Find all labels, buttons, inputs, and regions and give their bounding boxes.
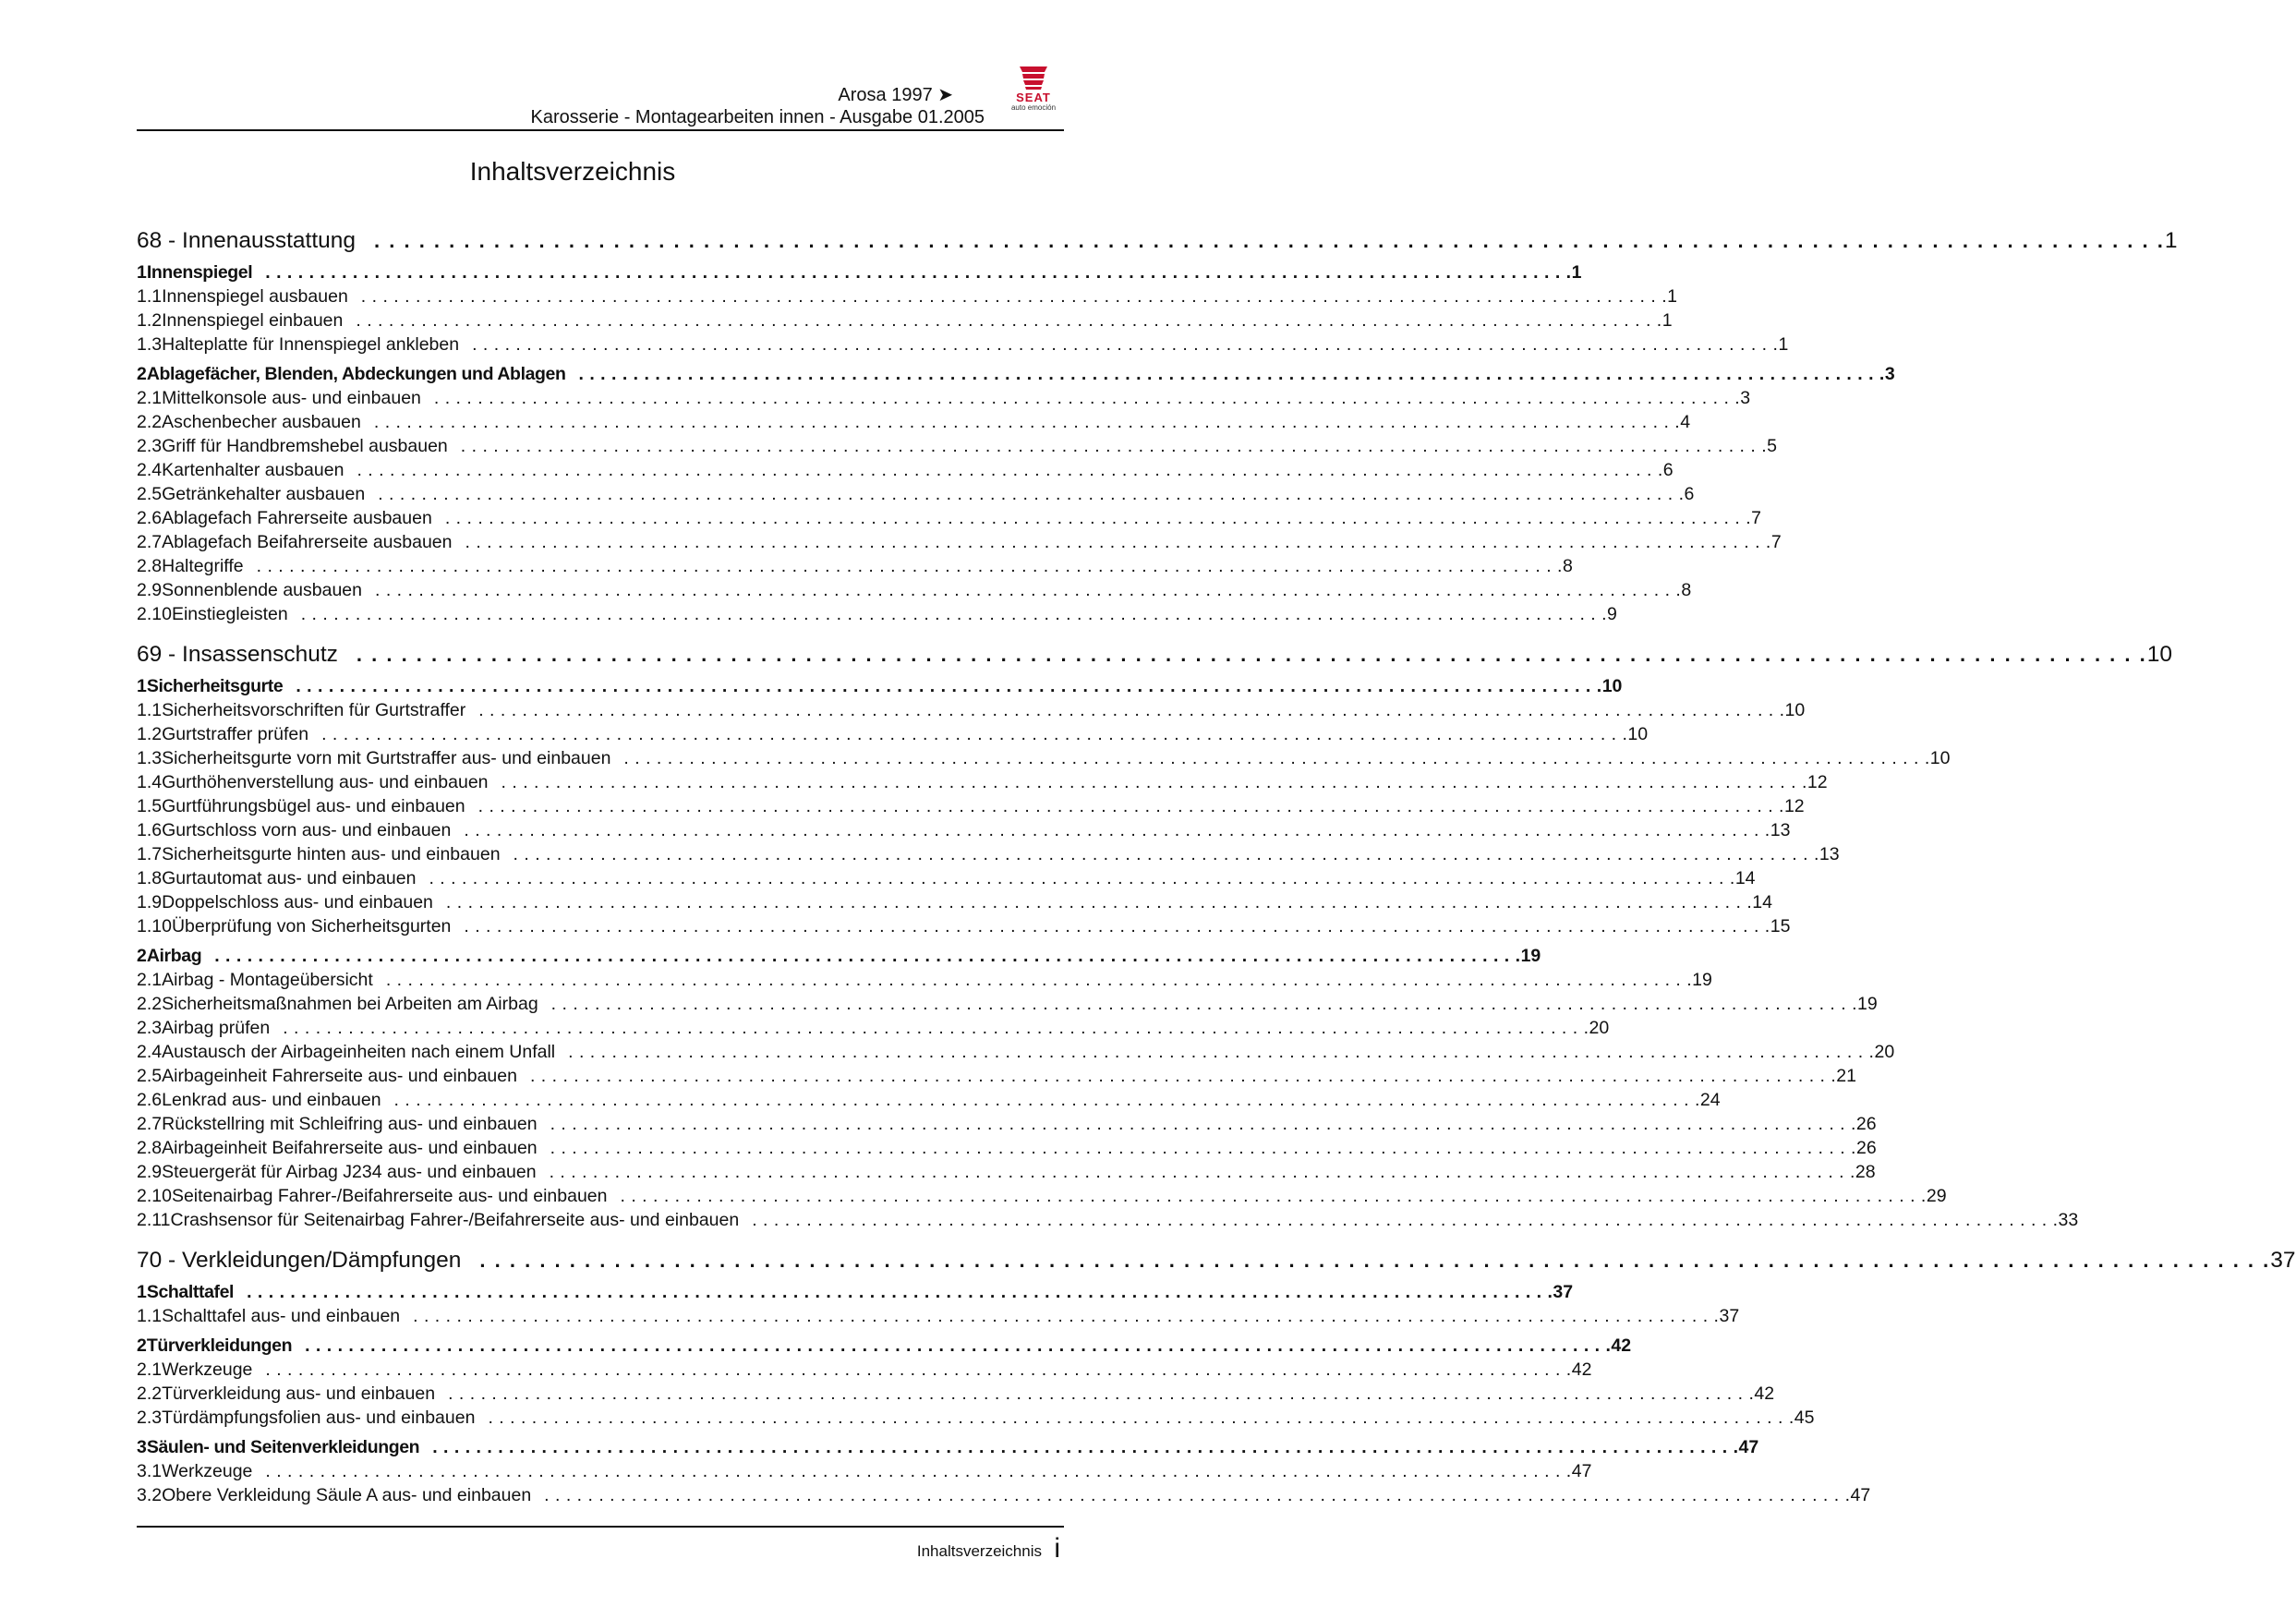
toc-chapter[interactable] xyxy=(137,635,2173,674)
entry-page: 10 xyxy=(1784,700,1806,720)
entry-number: 1.6 xyxy=(137,820,163,840)
section-number: 2 xyxy=(137,1335,147,1356)
toc-entry[interactable] xyxy=(137,386,1751,410)
toc-entry[interactable] xyxy=(137,410,1691,434)
entry-page: 42 xyxy=(1571,1359,1592,1380)
entry-number: 1.7 xyxy=(137,844,163,864)
dot-leader: . . . . . . . . . . . . . . . . . . . . . . . . . . . . . . . . . . . . . . . . . . . . . . . . . . . . . . . . . . . . . . . . . . . . . . . . . . . . . . . . . . . . . . . . . . . . . . . . . . . . . . . . . . . . . . . . . . . . . . . . xyxy=(296,676,1602,696)
entry-label: Mittelkonsole aus- und einbauen xyxy=(162,388,421,408)
section-label: Sicherheitsgurte xyxy=(146,676,284,696)
section-label: Innenspiegel xyxy=(146,262,253,283)
entry-number: 2.1 xyxy=(137,970,163,990)
entry-number: 1.8 xyxy=(137,868,163,888)
entry-number: 2.6 xyxy=(137,1090,163,1110)
entry-label: Gurtautomat aus- und einbauen xyxy=(162,868,417,888)
toc-entry[interactable] xyxy=(137,1112,1877,1136)
dot-leader: . . . . . . . . . . . . . . . . . . . . . . . . . . . . . . . . . . . . . . . . . . . . . . . . . . . . . . . . . . . . . . . . . . . . . . . . . . . . . . . . . . . . . . . . . . . . . . . . . . . . . . . . . . . . . . . . . . . . . . . . xyxy=(356,460,1663,480)
toc-entry[interactable] xyxy=(137,1184,1947,1208)
entry-page: 4 xyxy=(1680,412,1691,432)
section-number: 1 xyxy=(137,262,147,283)
dot-leader: . . . . . . . . . . . . . . . . . . . . . . . . . . . . . . . . . . . . . . . . . . . . . . . . . . . . . . . . . . . . . . . . . . . . . . . . . . . . . . . . . . . . . . . . . . . . . . . . . . . . . . . . . . . . . . . . . . . . . . . . xyxy=(478,700,1785,720)
dot-leader: . . . . . . . . . . . . . . . . . . . . . . . . . . . . . . . . . . . . . . . . . . . . . . . . . . . . . . . . . . . . . . . . . . . . . . . . . . . . . . . . . . . . . . . . . . . . . . . . . . . . . . . . . . . . . . . . . . . . . . . . xyxy=(550,994,1858,1014)
toc-entry[interactable] xyxy=(137,1382,1775,1406)
entry-page: 8 xyxy=(1562,556,1573,576)
entry-label: Innenspiegel ausbauen xyxy=(162,286,348,307)
entry-page: 7 xyxy=(1770,532,1782,552)
entry-page: 1 xyxy=(1662,310,1673,331)
entry-page: 15 xyxy=(1770,916,1791,936)
entry-number: 2.2 xyxy=(137,994,163,1014)
seat-logo-icon xyxy=(1016,65,1051,91)
entry-label: Gurtschloss vorn aus- und einbauen xyxy=(162,820,452,840)
entry-label: Getränkehalter ausbauen xyxy=(162,484,366,504)
section-number: 1 xyxy=(137,676,147,696)
entry-label: Gurthöhenverstellung aus- und einbauen xyxy=(162,772,489,792)
toc-entry[interactable] xyxy=(137,506,1762,530)
toc-entry[interactable] xyxy=(137,818,1791,842)
entry-page: 12 xyxy=(1807,772,1828,792)
footer-rule xyxy=(137,1526,1064,1528)
dot-leader: . . . . . . . . . . . . . . . . . . . . . . . . . . . . . . . . . . . . . . . . . . . . . . . . . . . . . . . . . . . . . . . . . . . . . . . . . . . . . . . . . . . . . . . . . . . . . . . . . . . . . . . . . . . . . . . . . . . . . . . . xyxy=(460,436,1768,456)
dot-leader: . . . . . . . . . . . . . . . . . . . . . . . . . . . . . . . . . . . . . . . . . . . . . . . . . . . . . . . . . . . . . . . . . . . . . . . . . . . . . . . . . . . . . . . . . . . . . . . . . . . . . . . . . . . . . . . . . . . . . . . . xyxy=(214,946,1521,966)
dot-leader: . . . . . . . . . . . . . . . . . . . . . . . . . . . . . . . . . . . . . . . . . . . . . . . . . . . . . . . . . . . . . . . . . . . . . . . . . . . . . . . . . . . . . . . . . . . . . . . . . . . . . . . . . . . . . . . . . . . . . . . . xyxy=(549,1162,1855,1182)
toc-entry[interactable] xyxy=(137,1136,1877,1160)
entry-page: 42 xyxy=(1754,1383,1775,1404)
section-page: 1 xyxy=(1571,262,1582,283)
entry-label: Halteplatte für Innenspiegel ankleben xyxy=(162,334,460,355)
dot-leader: . . . . . . . . . . . . . . . . . . . . . . . . . . . . . . . . . . . . . . . . . . . . . . . . . . . . . . . . . . . . . . . . . . . . . . . . . . . . . . . . . . . . . . . . . . . . . . . . . . . . . . . . . . . . . . . . . . . . . . . . xyxy=(488,1408,1795,1428)
toc-entry[interactable] xyxy=(137,1208,2079,1232)
dot-leader: . . . . . . . . . . . . . . . . . . . . . . . . . . . . . . . . . . . . . . . . . . . . . . . . . . . . . . . . . . . . . . . . . . . . . . . . . . . . . . . . . . . . . . . . . . . . . . . . . . . . . . . . . . . . . . . . . . . . . . . . xyxy=(568,1042,1875,1062)
toc-entry[interactable] xyxy=(137,1358,1592,1382)
dot-leader: . . . . . . . . . . . . . . . . . . . . . . . . . . . . . . . . . . . . . . . . . . . . . . . . . . . . . . . . . . . . . . . . . . . . . . . . . . . . . . . . . . . . . . . . . . . . . . . . . . . . . . . . . . . . . . . . . . . . . . . . xyxy=(265,1461,1572,1481)
dot-leader: . . . . . . . . . . . . . . . . . . . . . . . . . . . . . . . . . . . . . . . . . . . . . . . . . . . . . . . . . . . . . . . . . . . . . . . . . . . . . . . . . . . . . . . . . . . . . . . . . . . . . . . . . . . . . . . . . . . . . . . . xyxy=(479,1249,2271,1272)
entry-number: 2.4 xyxy=(137,460,163,480)
dot-leader: . . . . . . . . . . . . . . . . . . . . . . . . . . . . . . . . . . . . . . . . . . . . . . . . . . . . . . . . . . . . . . . . . . . . . . . . . . . . . . . . . . . . . . . . . . . . . . . . . . . . . . . . . . . . . . . . . . . . . . . . xyxy=(433,388,1741,408)
entry-page: 1 xyxy=(1667,286,1677,307)
entry-number: 2.5 xyxy=(137,1066,163,1086)
dot-leader: . . . . . . . . . . . . . . . . . . . . . . . . . . . . . . . . . . . . . . . . . . . . . . . . . . . . . . . . . . . . . . . . . . . . . . . . . . . . . . . . . . . . . . . . . . . . . . . . . . . . . . . . . . . . . . . . . . . . . . . . xyxy=(247,1282,1553,1302)
section-label: Airbag xyxy=(146,946,202,966)
entry-page: 47 xyxy=(1571,1461,1592,1481)
toc-entry[interactable] xyxy=(137,842,1840,866)
entry-label: Steuergerät für Airbag J234 aus- und einbauen xyxy=(162,1162,537,1182)
brand-tagline: auto emoción xyxy=(1010,103,1057,112)
toc-entry[interactable] xyxy=(137,1459,1592,1483)
entry-number: 1.9 xyxy=(137,892,163,912)
entry-page: 9 xyxy=(1607,604,1617,624)
entry-number: 2.3 xyxy=(137,1018,163,1038)
header-model: Arosa 1997 ➤ xyxy=(838,85,953,105)
toc-entry[interactable] xyxy=(137,722,1649,746)
section-number: 3 xyxy=(137,1437,147,1457)
entry-page: 12 xyxy=(1783,796,1805,816)
entry-number: 3.1 xyxy=(137,1461,163,1481)
entry-number: 1.2 xyxy=(137,724,163,744)
entry-page: 20 xyxy=(1589,1018,1610,1038)
toc-entry[interactable] xyxy=(137,968,1712,992)
entry-page: 7 xyxy=(1751,508,1762,528)
dot-leader: . . . . . . . . . . . . . . . . . . . . . . . . . . . . . . . . . . . . . . . . . . . . . . . . . . . . . . . . . . . . . . . . . . . . . . . . . . . . . . . . . . . . . . . . . . . . . . . . . . . . . . . . . . . . . . . . . . . . . . . . xyxy=(464,820,1770,840)
entry-number: 2.3 xyxy=(137,1408,163,1428)
entry-page: 47 xyxy=(1850,1485,1871,1505)
toc-entry[interactable] xyxy=(137,308,1673,332)
toc-chapter[interactable] xyxy=(137,1241,2296,1280)
entry-page: 26 xyxy=(1855,1114,1877,1134)
entry-label: Türdämpfungsfolien aus- und einbauen xyxy=(162,1408,476,1428)
entry-label: Schalttafel aus- und einbauen xyxy=(162,1306,401,1326)
chapter-label: 69 - Insassenschutz xyxy=(137,642,338,667)
footer-page-number: i xyxy=(1054,1533,1060,1564)
entry-page: 3 xyxy=(1740,388,1751,408)
entry-label: Ablagefach Fahrerseite ausbauen xyxy=(162,508,432,528)
section-label: Säulen- und Seitenverkleidungen xyxy=(146,1437,420,1457)
entry-label: Doppelschloss aus- und einbauen xyxy=(162,892,433,912)
entry-number: 1.5 xyxy=(137,796,163,816)
entry-number: 2.2 xyxy=(137,412,163,432)
toc-entry[interactable] xyxy=(137,1160,1876,1184)
entry-page: 28 xyxy=(1855,1162,1876,1182)
section-number: 1 xyxy=(137,1282,147,1302)
dot-leader: . . . . . . . . . . . . . . . . . . . . . . . . . . . . . . . . . . . . . . . . . . . . . . . . . . . . . . . . . . . . . . . . . . . . . . . . . . . . . . . . . . . . . . . . . . . . . . . . . . . . . . . . . . . . . . . . . . . . . . . . xyxy=(477,796,1784,816)
toc-entry[interactable] xyxy=(137,914,1791,938)
dot-leader: . . . . . . . . . . . . . . . . . . . . . . . . . . . . . . . . . . . . . . . . . . . . . . . . . . . . . . . . . . . . . . . . . . . . . . . . . . . . . . . . . . . . . . . . . . . . . . . . . . . . . . . . . . . . . . . . . . . . . . . . xyxy=(472,334,1779,355)
dot-leader: . . . . . . . . . . . . . . . . . . . . . . . . . . . . . . . . . . . . . . . . . . . . . . . . . . . . . . . . . . . . . . . . . . . . . . . . . . . . . . . . . . . . . . . . . . . . . . . . . . . . . . . . . . . . . . . . . . . . . . . . xyxy=(374,580,1682,600)
toc-entry[interactable] xyxy=(137,1483,1871,1507)
dot-leader: . . . . . . . . . . . . . . . . . . . . . . . . . . . . . . . . . . . . . . . . . . . . . . . . . . . . . . . . . . . . . . . . . . . . . . . . . . . . . . . . . . . . . . . . . . . . . . . . . . . . . . . . . . . . . . . . . . . . . . . . xyxy=(513,844,1819,864)
dot-leader: . . . . . . . . . . . . . . . . . . . . . . . . . . . . . . . . . . . . . . . . . . . . . . . . . . . . . . . . . . . . . . . . . . . . . . . . . . . . . . . . . . . . . . . . . . . . . . . . . . . . . . . . . . . . . . . . . . . . . . . . xyxy=(578,364,1885,384)
entry-label: Haltegriffe xyxy=(162,556,244,576)
toc-entry[interactable] xyxy=(137,890,1772,914)
entry-label: Sicherheitsgurte hinten aus- und einbauen xyxy=(162,844,501,864)
entry-page: 14 xyxy=(1752,892,1772,912)
toc-section[interactable] xyxy=(137,1435,1759,1459)
entry-number: 2.7 xyxy=(137,1114,163,1134)
entry-page: 1 xyxy=(1778,334,1789,355)
chapter-label: 70 - Verkleidungen/Dämpfungen xyxy=(137,1248,462,1273)
chapter-page: 10 xyxy=(2146,642,2173,667)
toc-entry[interactable] xyxy=(137,698,1806,722)
entry-label: Obere Verkleidung Säule A aus- und einbauen xyxy=(162,1485,532,1505)
dot-leader: . . . . . . . . . . . . . . . . . . . . . . . . . . . . . . . . . . . . . . . . . . . . . . . . . . . . . . . . . . . . . . . . . . . . . . . . . . . . . . . . . . . . . . . . . . . . . . . . . . . . . . . . . . . . . . . . . . . . . . . . xyxy=(413,1306,1720,1326)
chapter-page: 1 xyxy=(2164,228,2178,253)
entry-label: Einstiegleisten xyxy=(171,604,288,624)
toc-entry[interactable] xyxy=(137,554,1573,578)
chapter-page: 37 xyxy=(2270,1248,2296,1273)
entry-page: 10 xyxy=(1627,724,1649,744)
footer-label: Inhaltsverzeichnis xyxy=(916,1542,1042,1560)
entry-number: 3.2 xyxy=(137,1485,163,1505)
page-title: Inhaltsverzeichnis xyxy=(469,157,676,186)
dot-leader: . . . . . . . . . . . . . . . . . . . . . . . . . . . . . . . . . . . . . . . . . . . . . . . . . . . . . . . . . . . . . . . . . . . . . . . . . . . . . . . . . . . . . . . . . . . . . . . . . . . . . . . . . . . . . . . . . . . . . . . . xyxy=(529,1066,1837,1086)
entry-number: 2.4 xyxy=(137,1042,163,1062)
entry-number: 1.10 xyxy=(137,916,172,936)
entry-label: Aschenbecher ausbauen xyxy=(162,412,361,432)
toc-entry[interactable] xyxy=(137,1040,1895,1064)
entry-number: 1.4 xyxy=(137,772,163,792)
toc-entry[interactable] xyxy=(137,866,1756,890)
entry-page: 26 xyxy=(1855,1138,1877,1158)
toc-section[interactable] xyxy=(137,674,1623,698)
entry-number: 2.2 xyxy=(137,1383,163,1404)
entry-label: Ablagefach Beifahrerseite ausbauen xyxy=(162,532,453,552)
entry-page: 5 xyxy=(1767,436,1777,456)
entry-label: Crashsensor für Seitenairbag Fahrer-/Beifahrerseite aus- und einbauen xyxy=(170,1210,740,1230)
dot-leader: . . . . . . . . . . . . . . . . . . . . . . . . . . . . . . . . . . . . . . . . . . . . . . . . . . . . . . . . . . . . . . . . . . . . . . . . . . . . . . . . . . . . . . . . . . . . . . . . . . . . . . . . . . . . . . . . . . . . . . . . xyxy=(501,772,1807,792)
header-subtitle: Karosserie - Montagearbeiten innen - Ausgabe 01.2005 xyxy=(530,107,985,127)
entry-page: 29 xyxy=(1926,1186,1947,1206)
toc-entry[interactable] xyxy=(137,1406,1815,1430)
dot-leader: . . . . . . . . . . . . . . . . . . . . . . . . . . . . . . . . . . . . . . . . . . . . . . . . . . . . . . . . . . . . . . . . . . . . . . . . . . . . . . . . . . . . . . . . . . . . . . . . . . . . . . . . . . . . . . . . . . . . . . . . xyxy=(429,868,1735,888)
toc-entry[interactable] xyxy=(137,794,1805,818)
entry-number: 2.9 xyxy=(137,580,163,600)
entry-number: 1.1 xyxy=(137,286,163,307)
entry-number: 2.11 xyxy=(137,1210,171,1230)
entry-number: 1.3 xyxy=(137,334,163,355)
toc-section[interactable] xyxy=(137,1280,1574,1304)
dot-leader: . . . . . . . . . . . . . . . . . . . . . . . . . . . . . . . . . . . . . . . . . . . . . . . . . . . . . . . . . . . . . . . . . . . . . . . . . . . . . . . . . . . . . . . . . . . . . . . . . . . . . . . . . . . . . . . . . . . . . . . . xyxy=(356,643,2147,666)
dot-leader: . . . . . . . . . . . . . . . . . . . . . . . . . . . . . . . . . . . . . . . . . . . . . . . . . . . . . . . . . . . . . . . . . . . . . . . . . . . . . . . . . . . . . . . . . . . . . . . . . . . . . . . . . . . . . . . . . . . . . . . . xyxy=(620,1186,1927,1206)
entry-page: 14 xyxy=(1734,868,1756,888)
section-label: Ablagefächer, Blenden, Abdeckungen und Ablagen xyxy=(146,364,566,384)
entry-label: Kartenhalter ausbauen xyxy=(162,460,344,480)
entry-page: 24 xyxy=(1699,1090,1721,1110)
toc-entry[interactable] xyxy=(137,458,1674,482)
toc-entry[interactable] xyxy=(137,1304,1740,1328)
toc-entry[interactable] xyxy=(137,284,1677,308)
dot-leader: . . . . . . . . . . . . . . . . . . . . . . . . . . . . . . . . . . . . . . . . . . . . . . . . . . . . . . . . . . . . . . . . . . . . . . . . . . . . . . . . . . . . . . . . . . . . . . . . . . . . . . . . . . . . . . . . . . . . . . . . xyxy=(550,1114,1856,1134)
dot-leader: . . . . . . . . . . . . . . . . . . . . . . . . . . . . . . . . . . . . . . . . . . . . . . . . . . . . . . . . . . . . . . . . . . . . . . . . . . . . . . . . . . . . . . . . . . . . . . . . . . . . . . . . . . . . . . . . . . . . . . . . xyxy=(444,508,1752,528)
brand-wordmark: SEAT xyxy=(1016,91,1051,104)
entry-number: 2.8 xyxy=(137,1138,163,1158)
entry-label: Sonnenblende ausbauen xyxy=(162,580,362,600)
entry-label: Griff für Handbremshebel ausbauen xyxy=(162,436,448,456)
entry-number: 1.1 xyxy=(137,700,163,720)
entry-number: 2.10 xyxy=(137,1186,172,1206)
entry-page: 45 xyxy=(1794,1408,1815,1428)
dot-leader: . . . . . . . . . . . . . . . . . . . . . . . . . . . . . . . . . . . . . . . . . . . . . . . . . . . . . . . . . . . . . . . . . . . . . . . . . . . . . . . . . . . . . . . . . . . . . . . . . . . . . . . . . . . . . . . . . . . . . . . . xyxy=(265,1359,1572,1380)
entry-page: 13 xyxy=(1819,844,1840,864)
section-page: 3 xyxy=(1884,364,1895,384)
entry-label: Innenspiegel einbauen xyxy=(162,310,344,331)
entry-page: 33 xyxy=(2058,1210,2079,1230)
toc-entry[interactable] xyxy=(137,434,1777,458)
dot-leader: . . . . . . . . . . . . . . . . . . . . . . . . . . . . . . . . . . . . . . . . . . . . . . . . . . . . . . . . . . . . . . . . . . . . . . . . . . . . . . . . . . . . . . . . . . . . . . . . . . . . . . . . . . . . . . . . . . . . . . . . xyxy=(550,1138,1856,1158)
section-label: Türverkleidungen xyxy=(146,1335,293,1356)
entry-number: 2.6 xyxy=(137,508,163,528)
dot-leader: . . . . . . . . . . . . . . . . . . . . . . . . . . . . . . . . . . . . . . . . . . . . . . . . . . . . . . . . . . . . . . . . . . . . . . . . . . . . . . . . . . . . . . . . . . . . . . . . . . . . . . . . . . . . . . . . . . . . . . . . xyxy=(305,1335,1612,1356)
entry-label: Rückstellring mit Schleifring aus- und einbauen xyxy=(162,1114,538,1134)
dot-leader: . . . . . . . . . . . . . . . . . . . . . . . . . . . . . . . . . . . . . . . . . . . . . . . . . . . . . . . . . . . . . . . . . . . . . . . . . . . . . . . . . . . . . . . . . . . . . . . . . . . . . . . . . . . . . . . . . . . . . . . . xyxy=(432,1437,1739,1457)
section-page: 42 xyxy=(1611,1335,1632,1356)
entry-page: 6 xyxy=(1684,484,1695,504)
entry-page: 6 xyxy=(1662,460,1674,480)
entry-page: 8 xyxy=(1681,580,1692,600)
entry-label: Austausch der Airbageinheiten nach einem Unfall xyxy=(162,1042,556,1062)
entry-label: Airbag - Montageübersicht xyxy=(162,970,373,990)
dot-leader: . . . . . . . . . . . . . . . . . . . . . . . . . . . . . . . . . . . . . . . . . . . . . . . . . . . . . . . . . . . . . . . . . . . . . . . . . . . . . . . . . . . . . . . . . . . . . . . . . . . . . . . . . . . . . . . . . . . . . . . . xyxy=(360,286,1668,307)
toc-section[interactable] xyxy=(137,260,1582,284)
dot-leader: . . . . . . . . . . . . . . . . . . . . . . . . . . . . . . . . . . . . . . . . . . . . . . . . . . . . . . . . . . . . . . . . . . . . . . . . . . . . . . . . . . . . . . . . . . . . . . . . . . . . . . . . . . . . . . . . . . . . . . . . xyxy=(393,1090,1700,1110)
toc-chapter[interactable] xyxy=(137,222,2178,260)
entry-number: 1.2 xyxy=(137,310,163,331)
entry-number: 2.8 xyxy=(137,556,163,576)
seat-logo xyxy=(1000,65,1067,120)
entry-page: 13 xyxy=(1770,820,1791,840)
section-page: 37 xyxy=(1553,1282,1574,1302)
entry-page: 19 xyxy=(1857,994,1878,1014)
entry-label: Türverkleidung aus- und einbauen xyxy=(162,1383,436,1404)
dot-leader: . . . . . . . . . . . . . . . . . . . . . . . . . . . . . . . . . . . . . . . . . . . . . . . . . . . . . . . . . . . . . . . . . . . . . . . . . . . . . . . . . . . . . . . . . . . . . . . . . . . . . . . . . . . . . . . . . . . . . . . . xyxy=(356,310,1662,331)
toc-entry[interactable] xyxy=(137,530,1782,554)
dot-leader: . . . . . . . . . . . . . . . . . . . . . . . . . . . . . . . . . . . . . . . . . . . . . . . . . . . . . . . . . . . . . . . . . . . . . . . . . . . . . . . . . . . . . . . . . . . . . . . . . . . . . . . . . . . . . . . . . . . . . . . . xyxy=(374,229,2165,252)
entry-page: 37 xyxy=(1719,1306,1740,1326)
entry-label: Lenkrad aus- und einbauen xyxy=(162,1090,381,1110)
dot-leader: . . . . . . . . . . . . . . . . . . . . . . . . . . . . . . . . . . . . . . . . . . . . . . . . . . . . . . . . . . . . . . . . . . . . . . . . . . . . . . . . . . . . . . . . . . . . . . . . . . . . . . . . . . . . . . . . . . . . . . . . xyxy=(378,484,1685,504)
entry-label: Airbag prüfen xyxy=(162,1018,271,1038)
toc-section[interactable] xyxy=(137,944,1541,968)
dot-leader: . . . . . . . . . . . . . . . . . . . . . . . . . . . . . . . . . . . . . . . . . . . . . . . . . . . . . . . . . . . . . . . . . . . . . . . . . . . . . . . . . . . . . . . . . . . . . . . . . . . . . . . . . . . . . . . . . . . . . . . . xyxy=(445,892,1753,912)
toc-entry[interactable] xyxy=(137,482,1695,506)
toc-entry[interactable] xyxy=(137,602,1617,626)
entry-page: 10 xyxy=(1929,748,1951,768)
toc-entry[interactable] xyxy=(137,746,1951,770)
dot-leader: . . . . . . . . . . . . . . . . . . . . . . . . . . . . . . . . . . . . . . . . . . . . . . . . . . . . . . . . . . . . . . . . . . . . . . . . . . . . . . . . . . . . . . . . . . . . . . . . . . . . . . . . . . . . . . . . . . . . . . . . xyxy=(283,1018,1589,1038)
section-page: 10 xyxy=(1601,676,1623,696)
entry-label: Seitenairbag Fahrer-/Beifahrerseite aus- und einbauen xyxy=(171,1186,608,1206)
entry-number: 2.5 xyxy=(137,484,163,504)
toc-section[interactable] xyxy=(137,1334,1632,1358)
toc-entry[interactable] xyxy=(137,1016,1610,1040)
section-page: 47 xyxy=(1738,1437,1759,1457)
dot-leader: . . . . . . . . . . . . . . . . . . . . . . . . . . . . . . . . . . . . . . . . . . . . . . . . . . . . . . . . . . . . . . . . . . . . . . . . . . . . . . . . . . . . . . . . . . . . . . . . . . . . . . . . . . . . . . . . . . . . . . . . xyxy=(544,1485,1851,1505)
section-number: 2 xyxy=(137,364,147,384)
entry-label: Sicherheitsgurte vorn mit Gurtstraffer aus- und einbauen xyxy=(162,748,611,768)
entry-number: 2.7 xyxy=(137,532,163,552)
toc-entry[interactable] xyxy=(137,1088,1721,1112)
section-number: 2 xyxy=(137,946,147,966)
chapter-label: 68 - Innenausstattung xyxy=(137,228,356,253)
dot-leader: . . . . . . . . . . . . . . . . . . . . . . . . . . . . . . . . . . . . . . . . . . . . . . . . . . . . . . . . . . . . . . . . . . . . . . . . . . . . . . . . . . . . . . . . . . . . . . . . . . . . . . . . . . . . . . . . . . . . . . . . xyxy=(464,916,1770,936)
entry-label: Gurtführungsbügel aus- und einbauen xyxy=(162,796,465,816)
dot-leader: . . . . . . . . . . . . . . . . . . . . . . . . . . . . . . . . . . . . . . . . . . . . . . . . . . . . . . . . . . . . . . . . . . . . . . . . . . . . . . . . . . . . . . . . . . . . . . . . . . . . . . . . . . . . . . . . . . . . . . . . xyxy=(256,556,1563,576)
dot-leader: . . . . . . . . . . . . . . . . . . . . . . . . . . . . . . . . . . . . . . . . . . . . . . . . . . . . . . . . . . . . . . . . . . . . . . . . . . . . . . . . . . . . . . . . . . . . . . . . . . . . . . . . . . . . . . . . . . . . . . . . xyxy=(265,262,1572,283)
entry-number: 2.10 xyxy=(137,604,172,624)
entry-label: Überprüfung von Sicherheitsgurten xyxy=(171,916,452,936)
toc-entry[interactable] xyxy=(137,992,1878,1016)
dot-leader: . . . . . . . . . . . . . . . . . . . . . . . . . . . . . . . . . . . . . . . . . . . . . . . . . . . . . . . . . . . . . . . . . . . . . . . . . . . . . . . . . . . . . . . . . . . . . . . . . . . . . . . . . . . . . . . . . . . . . . . . xyxy=(752,1210,2059,1230)
dot-leader: . . . . . . . . . . . . . . . . . . . . . . . . . . . . . . . . . . . . . . . . . . . . . . . . . . . . . . . . . . . . . . . . . . . . . . . . . . . . . . . . . . . . . . . . . . . . . . . . . . . . . . . . . . . . . . . . . . . . . . . . xyxy=(465,532,1771,552)
entry-number: 2.1 xyxy=(137,388,163,408)
entry-label: Gurtstraffer prüfen xyxy=(162,724,309,744)
section-label: Schalttafel xyxy=(146,1282,235,1302)
entry-page: 20 xyxy=(1874,1042,1895,1062)
entry-number: 2.1 xyxy=(137,1359,163,1380)
table-of-contents xyxy=(137,222,2296,1507)
header-rule xyxy=(137,129,1064,131)
entry-number: 2.3 xyxy=(137,436,163,456)
dot-leader: . . . . . . . . . . . . . . . . . . . . . . . . . . . . . . . . . . . . . . . . . . . . . . . . . . . . . . . . . . . . . . . . . . . . . . . . . . . . . . . . . . . . . . . . . . . . . . . . . . . . . . . . . . . . . . . . . . . . . . . . xyxy=(448,1383,1755,1404)
toc-section[interactable] xyxy=(137,362,1895,386)
entry-label: Airbageinheit Fahrerseite aus- und einbauen xyxy=(162,1066,517,1086)
dot-leader: . . . . . . . . . . . . . . . . . . . . . . . . . . . . . . . . . . . . . . . . . . . . . . . . . . . . . . . . . . . . . . . . . . . . . . . . . . . . . . . . . . . . . . . . . . . . . . . . . . . . . . . . . . . . . . . . . . . . . . . . xyxy=(300,604,1608,624)
entry-label: Werkzeuge xyxy=(162,1359,253,1380)
toc-entry[interactable] xyxy=(137,770,1828,794)
dot-leader: . . . . . . . . . . . . . . . . . . . . . . . . . . . . . . . . . . . . . . . . . . . . . . . . . . . . . . . . . . . . . . . . . . . . . . . . . . . . . . . . . . . . . . . . . . . . . . . . . . . . . . . . . . . . . . . . . . . . . . . . xyxy=(373,412,1681,432)
dot-leader: . . . . . . . . . . . . . . . . . . . . . . . . . . . . . . . . . . . . . . . . . . . . . . . . . . . . . . . . . . . . . . . . . . . . . . . . . . . . . . . . . . . . . . . . . . . . . . . . . . . . . . . . . . . . . . . . . . . . . . . . xyxy=(385,970,1693,990)
dot-leader: . . . . . . . . . . . . . . . . . . . . . . . . . . . . . . . . . . . . . . . . . . . . . . . . . . . . . . . . . . . . . . . . . . . . . . . . . . . . . . . . . . . . . . . . . . . . . . . . . . . . . . . . . . . . . . . . . . . . . . . . xyxy=(321,724,1628,744)
entry-label: Sicherheitsmaßnahmen bei Arbeiten am Airbag xyxy=(162,994,538,1014)
entry-label: Airbageinheit Beifahrerseite aus- und einbauen xyxy=(162,1138,538,1158)
entry-label: Sicherheitsvorschriften für Gurtstraffer xyxy=(162,700,466,720)
entry-number: 1.1 xyxy=(137,1306,163,1326)
entry-number: 2.9 xyxy=(137,1162,163,1182)
section-page: 19 xyxy=(1520,946,1541,966)
entry-page: 19 xyxy=(1692,970,1712,990)
entry-number: 1.3 xyxy=(137,748,163,768)
toc-entry[interactable] xyxy=(137,332,1789,356)
dot-leader: . . . . . . . . . . . . . . . . . . . . . . . . . . . . . . . . . . . . . . . . . . . . . . . . . . . . . . . . . . . . . . . . . . . . . . . . . . . . . . . . . . . . . . . . . . . . . . . . . . . . . . . . . . . . . . . . . . . . . . . . xyxy=(623,748,1930,768)
entry-label: Werkzeuge xyxy=(162,1461,253,1481)
toc-entry[interactable] xyxy=(137,1064,1856,1088)
entry-page: 21 xyxy=(1836,1066,1856,1086)
toc-entry[interactable] xyxy=(137,578,1692,602)
